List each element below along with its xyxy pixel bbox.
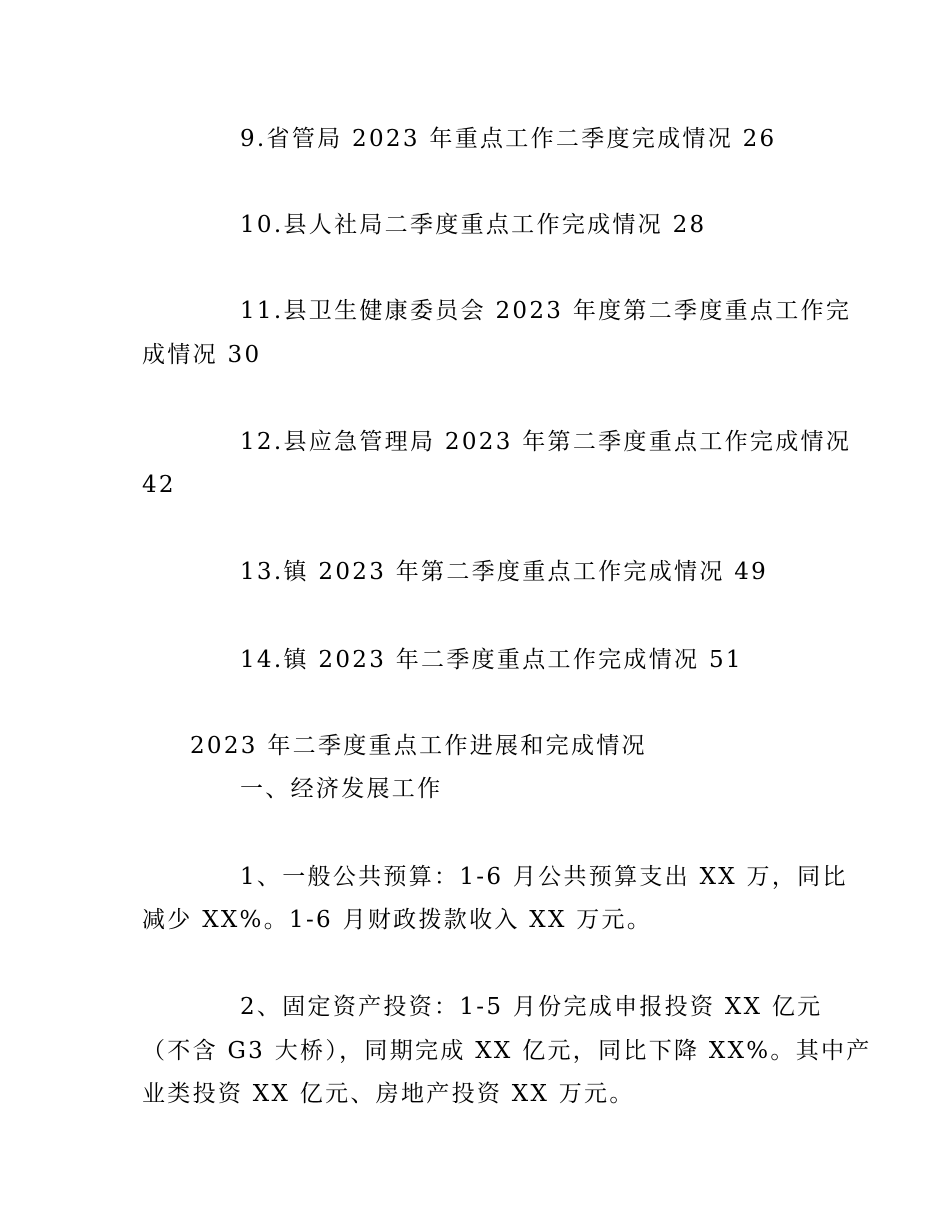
paragraph-2-line-2: （不含 G3 大桥），同期完成 XX 亿元，同比下降 XX%。其中产 — [142, 1038, 872, 1064]
paragraph-1-line-2: 减少 XX%。1-6 月财政拨款收入 XX 万元。 — [142, 907, 653, 933]
paragraph-2-line-1: 2、固定资产投资：1-5 月份完成申报投资 XX 亿元 — [240, 994, 823, 1020]
toc-item-13-line-1: 13.镇 2023 年第二季度重点工作完成情况 49 — [240, 559, 769, 585]
toc-item-12-line-2: 42 — [142, 472, 176, 498]
document-title: 2023 年二季度重点工作进展和完成情况 — [190, 733, 647, 759]
toc-item-10-line-1: 10.县人社局二季度重点工作完成情况 28 — [240, 212, 707, 238]
toc-item-11-line-1: 11.县卫生健康委员会 2023 年度第二季度重点工作完 — [240, 298, 852, 324]
toc-item-11-line-2: 成情况 30 — [142, 342, 262, 368]
toc-item-14-line-1: 14.镇 2023 年二季度重点工作完成情况 51 — [240, 647, 743, 673]
paragraph-1-line-1: 1、一般公共预算：1-6 月公共预算支出 XX 万，同比 — [240, 864, 848, 890]
toc-item-12-line-1: 12.县应急管理局 2023 年第二季度重点工作完成情况 — [240, 429, 852, 455]
toc-item-9-line-1: 9.省管局 2023 年重点工作二季度完成情况 26 — [240, 126, 777, 152]
section-heading: 一、经济发展工作 — [240, 776, 443, 802]
paragraph-2-line-3: 业类投资 XX 亿元、房地产投资 XX 万元。 — [142, 1081, 635, 1107]
